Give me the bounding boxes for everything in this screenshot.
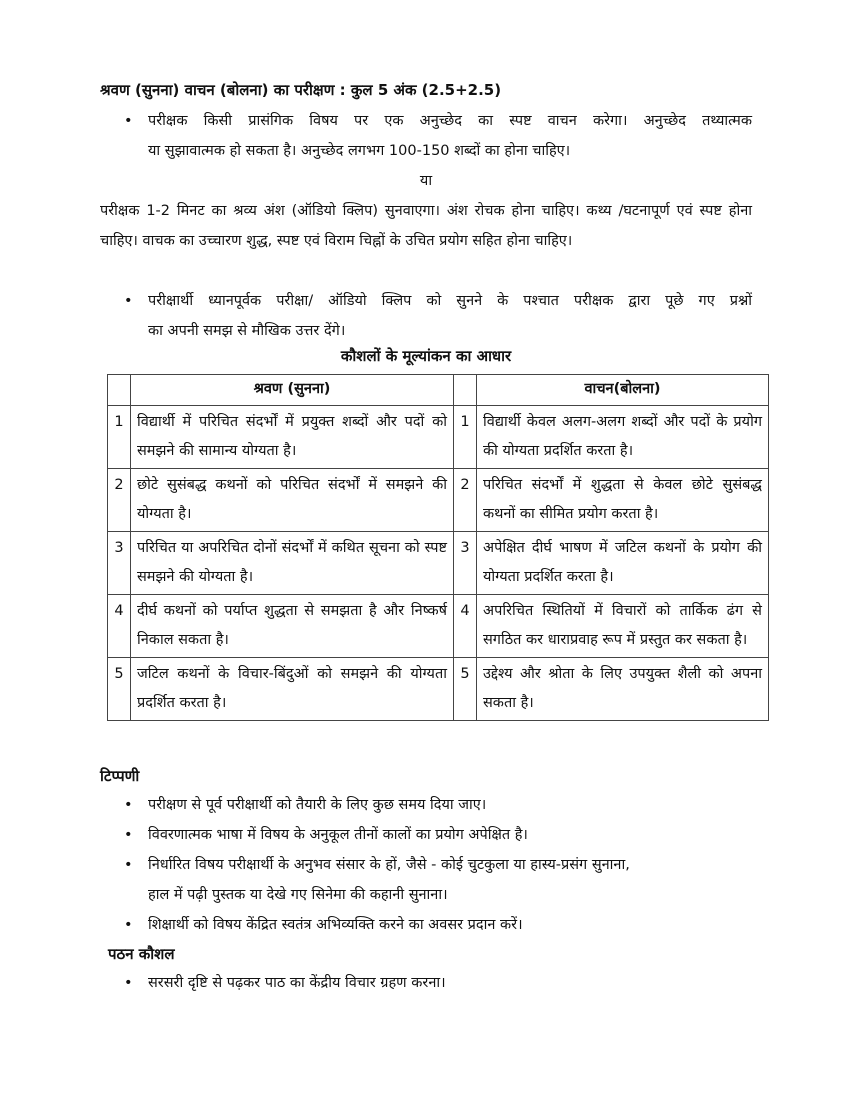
reading-item [124, 968, 752, 998]
note-item [124, 910, 768, 940]
header-blank-cell [454, 375, 477, 406]
row-number: 5 [108, 658, 131, 721]
row-number: 3 [454, 532, 477, 595]
notes-list [124, 790, 768, 940]
bullet-reading-aloud [124, 106, 752, 166]
table-row [108, 658, 769, 721]
header-speaking: वाचन(बोलना) [477, 375, 769, 406]
bullet-icon: • [124, 827, 133, 843]
note-heading: टिप्पणी [100, 767, 140, 785]
note-item [124, 820, 768, 850]
row-number: 4 [108, 595, 131, 658]
header-listening: श्रवण (सुनना) [131, 375, 454, 406]
table-header-row [108, 375, 769, 406]
note-text: हाल में पढ़ी पुस्तक या देखे गए सिनेमा की कहानी सुनाना। [148, 887, 448, 903]
speaking-cell: विद्यार्थी केवल अलग-अलग शब्दों और पदों के प्रयोग की योग्यता प्रदर्शित करता है। [477, 406, 769, 469]
row-number: 2 [108, 469, 131, 532]
row-number: 1 [108, 406, 131, 469]
audio-clip-paragraph: परीक्षक 1-2 मिनट का श्रव्य अंश (ऑडियो क्लिप) सुनवाएगा। अंश रोचक होना चाहिए। कथ्य /घटनापूर्ण एवं स्पष्ट होना चाहिए। वाचक का उच्चारण शुद्ध, स्पष्ट एवं विराम चिह्नों के उचित प्रयोग सहित होना चाहिए। [100, 203, 752, 249]
note-text: परीक्षण से पूर्व परीक्षार्थी को तैयारी के लिए कुछ समय दिया जाए। [148, 797, 487, 813]
bullet-icon: • [124, 917, 133, 933]
skills-assessment-table [107, 374, 769, 721]
bullet-oral-answers [124, 286, 752, 346]
note-item [124, 850, 768, 880]
row-number: 5 [454, 658, 477, 721]
speaking-cell: परिचित संदर्भों में शुद्धता से केवल छोटे सुसंबद्ध कथनों का सीमित प्रयोग करता है। [477, 469, 769, 532]
bullet-icon: • [124, 293, 133, 309]
listening-cell: छोटे सुसंबद्ध कथनों को परिचित संदर्भों में समझने की योग्यता है। [131, 469, 454, 532]
row-number: 3 [108, 532, 131, 595]
speaking-cell: अपरिचित स्थितियों में विचारों को तार्किक ढंग से सगठित कर धाराप्रवाह रूप में प्रस्तुत कर सकता है। [477, 595, 769, 658]
note-text: विवरणात्मक भाषा में विषय के अनुकूल तीनों कालों का प्रयोग अपेक्षित है। [148, 827, 528, 843]
header-blank-cell [108, 375, 131, 406]
note-text: शिक्षार्थी को विषय केंद्रित स्वतंत्र अभिव्यक्ति करने का अवसर प्रदान करें। [148, 917, 523, 933]
bullet-icon: • [124, 857, 133, 873]
row-number: 4 [454, 595, 477, 658]
listening-cell: दीर्घ कथनों को पर्याप्त शुद्धता से समझता है और निष्कर्ष निकाल सकता है। [131, 595, 454, 658]
reading-skill-heading: पठन कौशल [108, 945, 175, 963]
speaking-cell: अपेक्षित दीर्घ भाषण में जटिल कथनों के प्रयोग की योग्यता प्रदर्शित करता है। [477, 532, 769, 595]
speaking-cell: उद्देश्य और श्रोता के लिए उपयुक्त शैली को अपना सकता है। [477, 658, 769, 721]
reading-text: सरसरी दृष्टि से पढ़कर पाठ का केंद्रीय विचार ग्रहण करना। [148, 975, 446, 991]
bullet-line: या सुझावात्मक हो सकता है। अनुच्छेद लगभग 100-150 शब्दों का होना चाहिए। [148, 143, 571, 159]
table-row [108, 469, 769, 532]
row-number: 2 [454, 469, 477, 532]
table-row [108, 532, 769, 595]
table-title: कौशलों के मूल्यांकन का आधार [340, 347, 512, 365]
bullet-icon: • [124, 113, 133, 129]
reading-skill-list [124, 968, 752, 998]
section-heading: श्रवण (सुनना) वाचन (बोलना) का परीक्षण : कुल 5 अंक (2.5+2.5) [100, 81, 502, 99]
note-item [124, 790, 768, 820]
bullet-line: का अपनी समझ से मौखिक उत्तर देंगे। [148, 323, 346, 339]
table-row [108, 406, 769, 469]
bullet-icon: • [124, 975, 133, 991]
note-text: निर्धारित विषय परीक्षार्थी के अनुभव संसार के हों, जैसे - कोई चुटकुला या हास्य-प्रसंग सुनाना, [148, 857, 630, 873]
row-number: 1 [454, 406, 477, 469]
bullet-line: परीक्षक किसी प्रासंगिक विषय पर एक अनुच्छेद का स्पष्ट वाचन करेगा। अनुच्छेद तथ्यात्मक [148, 113, 752, 129]
bullet-icon: • [124, 797, 133, 813]
note-item-continuation [148, 880, 768, 910]
listening-cell: जटिल कथनों के विचार-बिंदुओं को समझने की योग्यता प्रदर्शित करता है। [131, 658, 454, 721]
listening-cell: परिचित या अपरिचित दोनों संदर्भों में कथित सूचना को स्पष्ट समझने की योग्यता है। [131, 532, 454, 595]
bullet-line: परीक्षार्थी ध्यानपूर्वक परीक्षा/ ऑडियो क्लिप को सुनने के पश्चात परीक्षक द्वारा पूछे गए प्रश्नों [148, 293, 752, 309]
table-row [108, 595, 769, 658]
listening-cell: विद्यार्थी में परिचित संदर्भों में प्रयुक्त शब्दों और पदों को समझने की सामान्य योग्यता है। [131, 406, 454, 469]
or-label: या [419, 173, 433, 189]
